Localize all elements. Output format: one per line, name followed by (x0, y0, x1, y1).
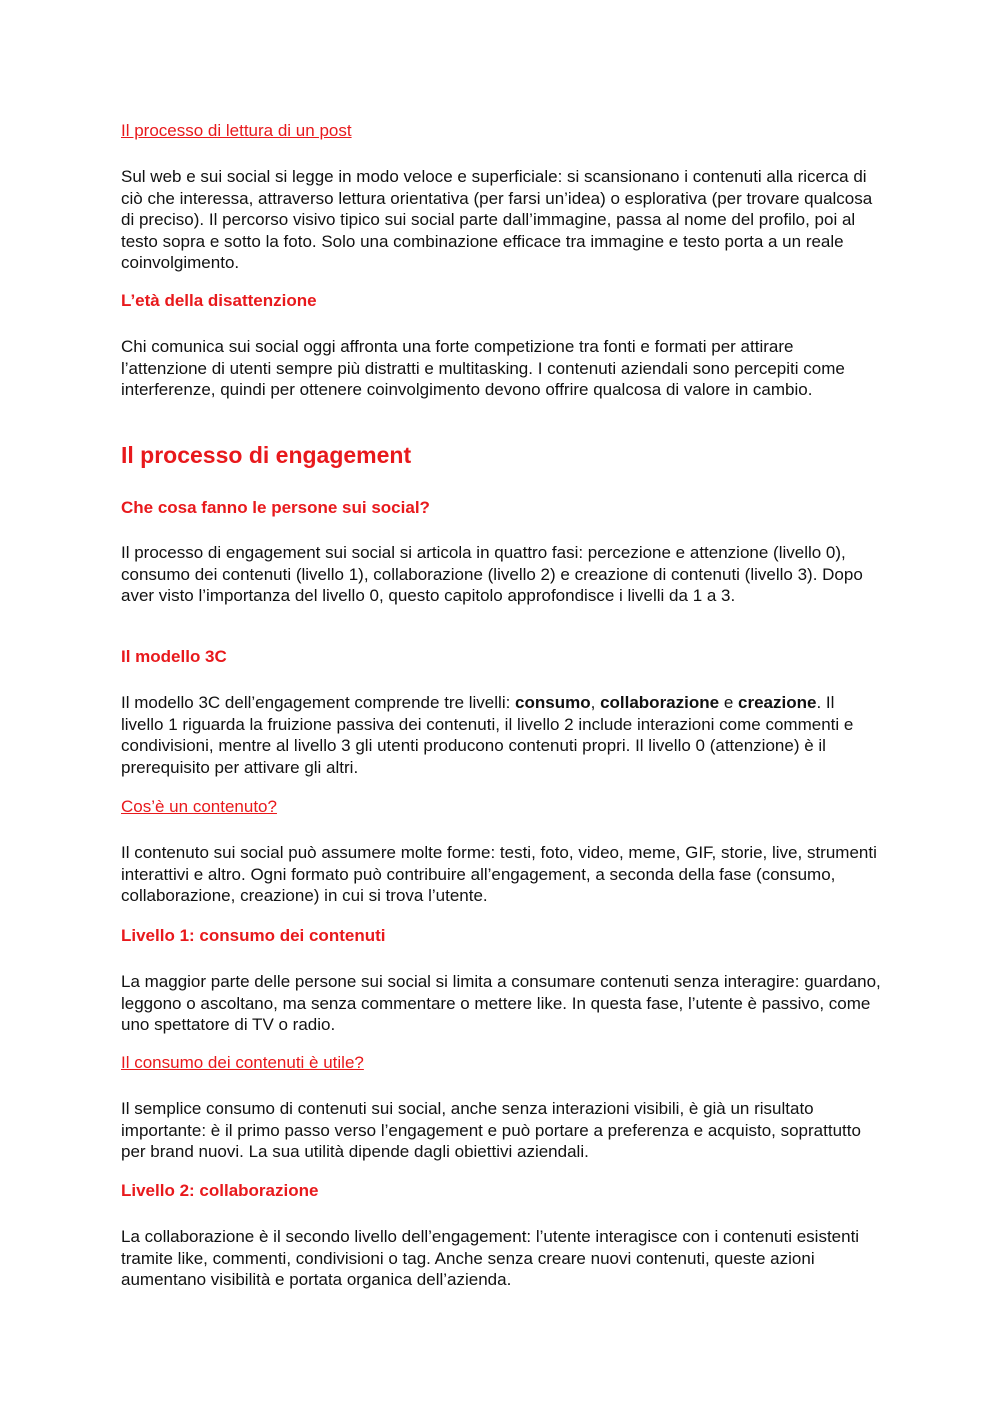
section-heading: Il processo di lettura di un post (121, 121, 352, 140)
section-cos-e-contenuto (121, 796, 881, 907)
section-heading: L’età della disattenzione (121, 291, 317, 310)
chapter-title: Il processo di engagement (121, 442, 412, 468)
section-heading: Livello 2: collaborazione (121, 1181, 319, 1200)
section-paragraph: Chi comunica sui social oggi affronta una forte competizione tra fonti e formati per attirare l’attenzione di utenti sempre più distratti e multitasking. I contenuti aziendali sono percepiti come interferenze, quindi per ottenere coinvolgimento devono offrire qualcosa di valore in cambio. (121, 337, 845, 399)
section-paragraph: Sul web e sui social si legge in modo veloce e superficiale: si scansionano i contenuti alla ricerca di ciò che interessa, attraverso lettura orientativa (per farsi un’idea) o esplorativa (per trovare qualcosa di preciso). Il percorso visivo tipico sui social parte dall’immagine, passa al nome del profilo, poi al testo sopra e sotto la foto. Solo una combinazione efficace tra immagine e testo porta a un reale coinvolgimento. (121, 167, 873, 272)
section-lettura-post (121, 120, 881, 274)
paragraph-text: e (719, 693, 738, 712)
section-livello-1 (121, 925, 881, 1036)
section-paragraph: La collaborazione è il secondo livello dell’engagement: l’utente interagisce con i contenuti esistenti tramite like, commenti, condivisioni o tag. Anche senza creare nuovi contenuti, queste azioni aumentano visibilità e portata organica dell’azienda. (121, 1227, 860, 1289)
section-livello-2 (121, 1180, 881, 1291)
section-cosa-fanno-persone (121, 497, 881, 607)
bold-term-consumo: consumo (515, 693, 591, 712)
section-paragraph: Il processo di engagement sui social si articola in quattro fasi: percezione e attenzione (livello 0), consumo dei contenuti (livello 1), collaborazione (livello 2) e creazione di contenuti (livello 3). Dopo aver visto l’importanza del livello 0, questo capitolo approfondisce i livelli da 1 a 3. (121, 543, 863, 605)
section-modello-3c (121, 646, 881, 778)
paragraph-text: . Il livello 1 riguarda la fruizione passiva dei contenuti, il livello 2 include interazioni come commenti e condivisioni, mentre al livello 3 gli utenti producono contenuti propri. Il livello 0 (attenzione) è il prerequisito per attivare gli altri. (121, 693, 854, 777)
section-heading: Cos’è un contenuto? (121, 797, 277, 816)
paragraph-text: Il modello 3C dell’engagement comprende tre livelli: (121, 693, 516, 712)
section-paragraph: Il contenuto sui social può assumere molte forme: testi, foto, video, meme, GIF, storie, live, strumenti interattivi e altro. Ogni formato può contribuire all’engagement, a seconda della fase (consumo, collaborazione, creazione) in cui si trova l’utente. (121, 843, 877, 905)
section-paragraph (121, 692, 881, 778)
section-heading: Che cosa fanno le persone sui social? (121, 498, 430, 517)
section-heading: Livello 1: consumo dei contenuti (121, 926, 386, 945)
section-eta-disattenzione (121, 290, 881, 401)
section-paragraph: La maggior parte delle persone sui social si limita a consumare contenuti senza interagire: guardano, leggono o ascoltano, ma senza commentare o mettere like. In questa fase, l’utente è passivo, come uno spettatore di TV o radio. (121, 972, 881, 1034)
section-processo-engagement (121, 440, 881, 470)
paragraph-text: , (590, 693, 601, 712)
bold-term-creazione: creazione (738, 693, 817, 712)
bold-term-collaborazione: collaborazione (600, 693, 720, 712)
section-heading: Il modello 3C (121, 647, 227, 666)
section-heading: Il consumo dei contenuti è utile? (121, 1053, 364, 1072)
section-paragraph: Il semplice consumo di contenuti sui social, anche senza interazioni visibili, è già un risultato importante: è il primo passo verso l’engagement e può portare a preferenza e acquisto, soprattutto per brand nuovi. La sua utilità dipende dagli obiettivi aziendali. (121, 1099, 861, 1161)
section-consumo-utile (121, 1052, 881, 1163)
